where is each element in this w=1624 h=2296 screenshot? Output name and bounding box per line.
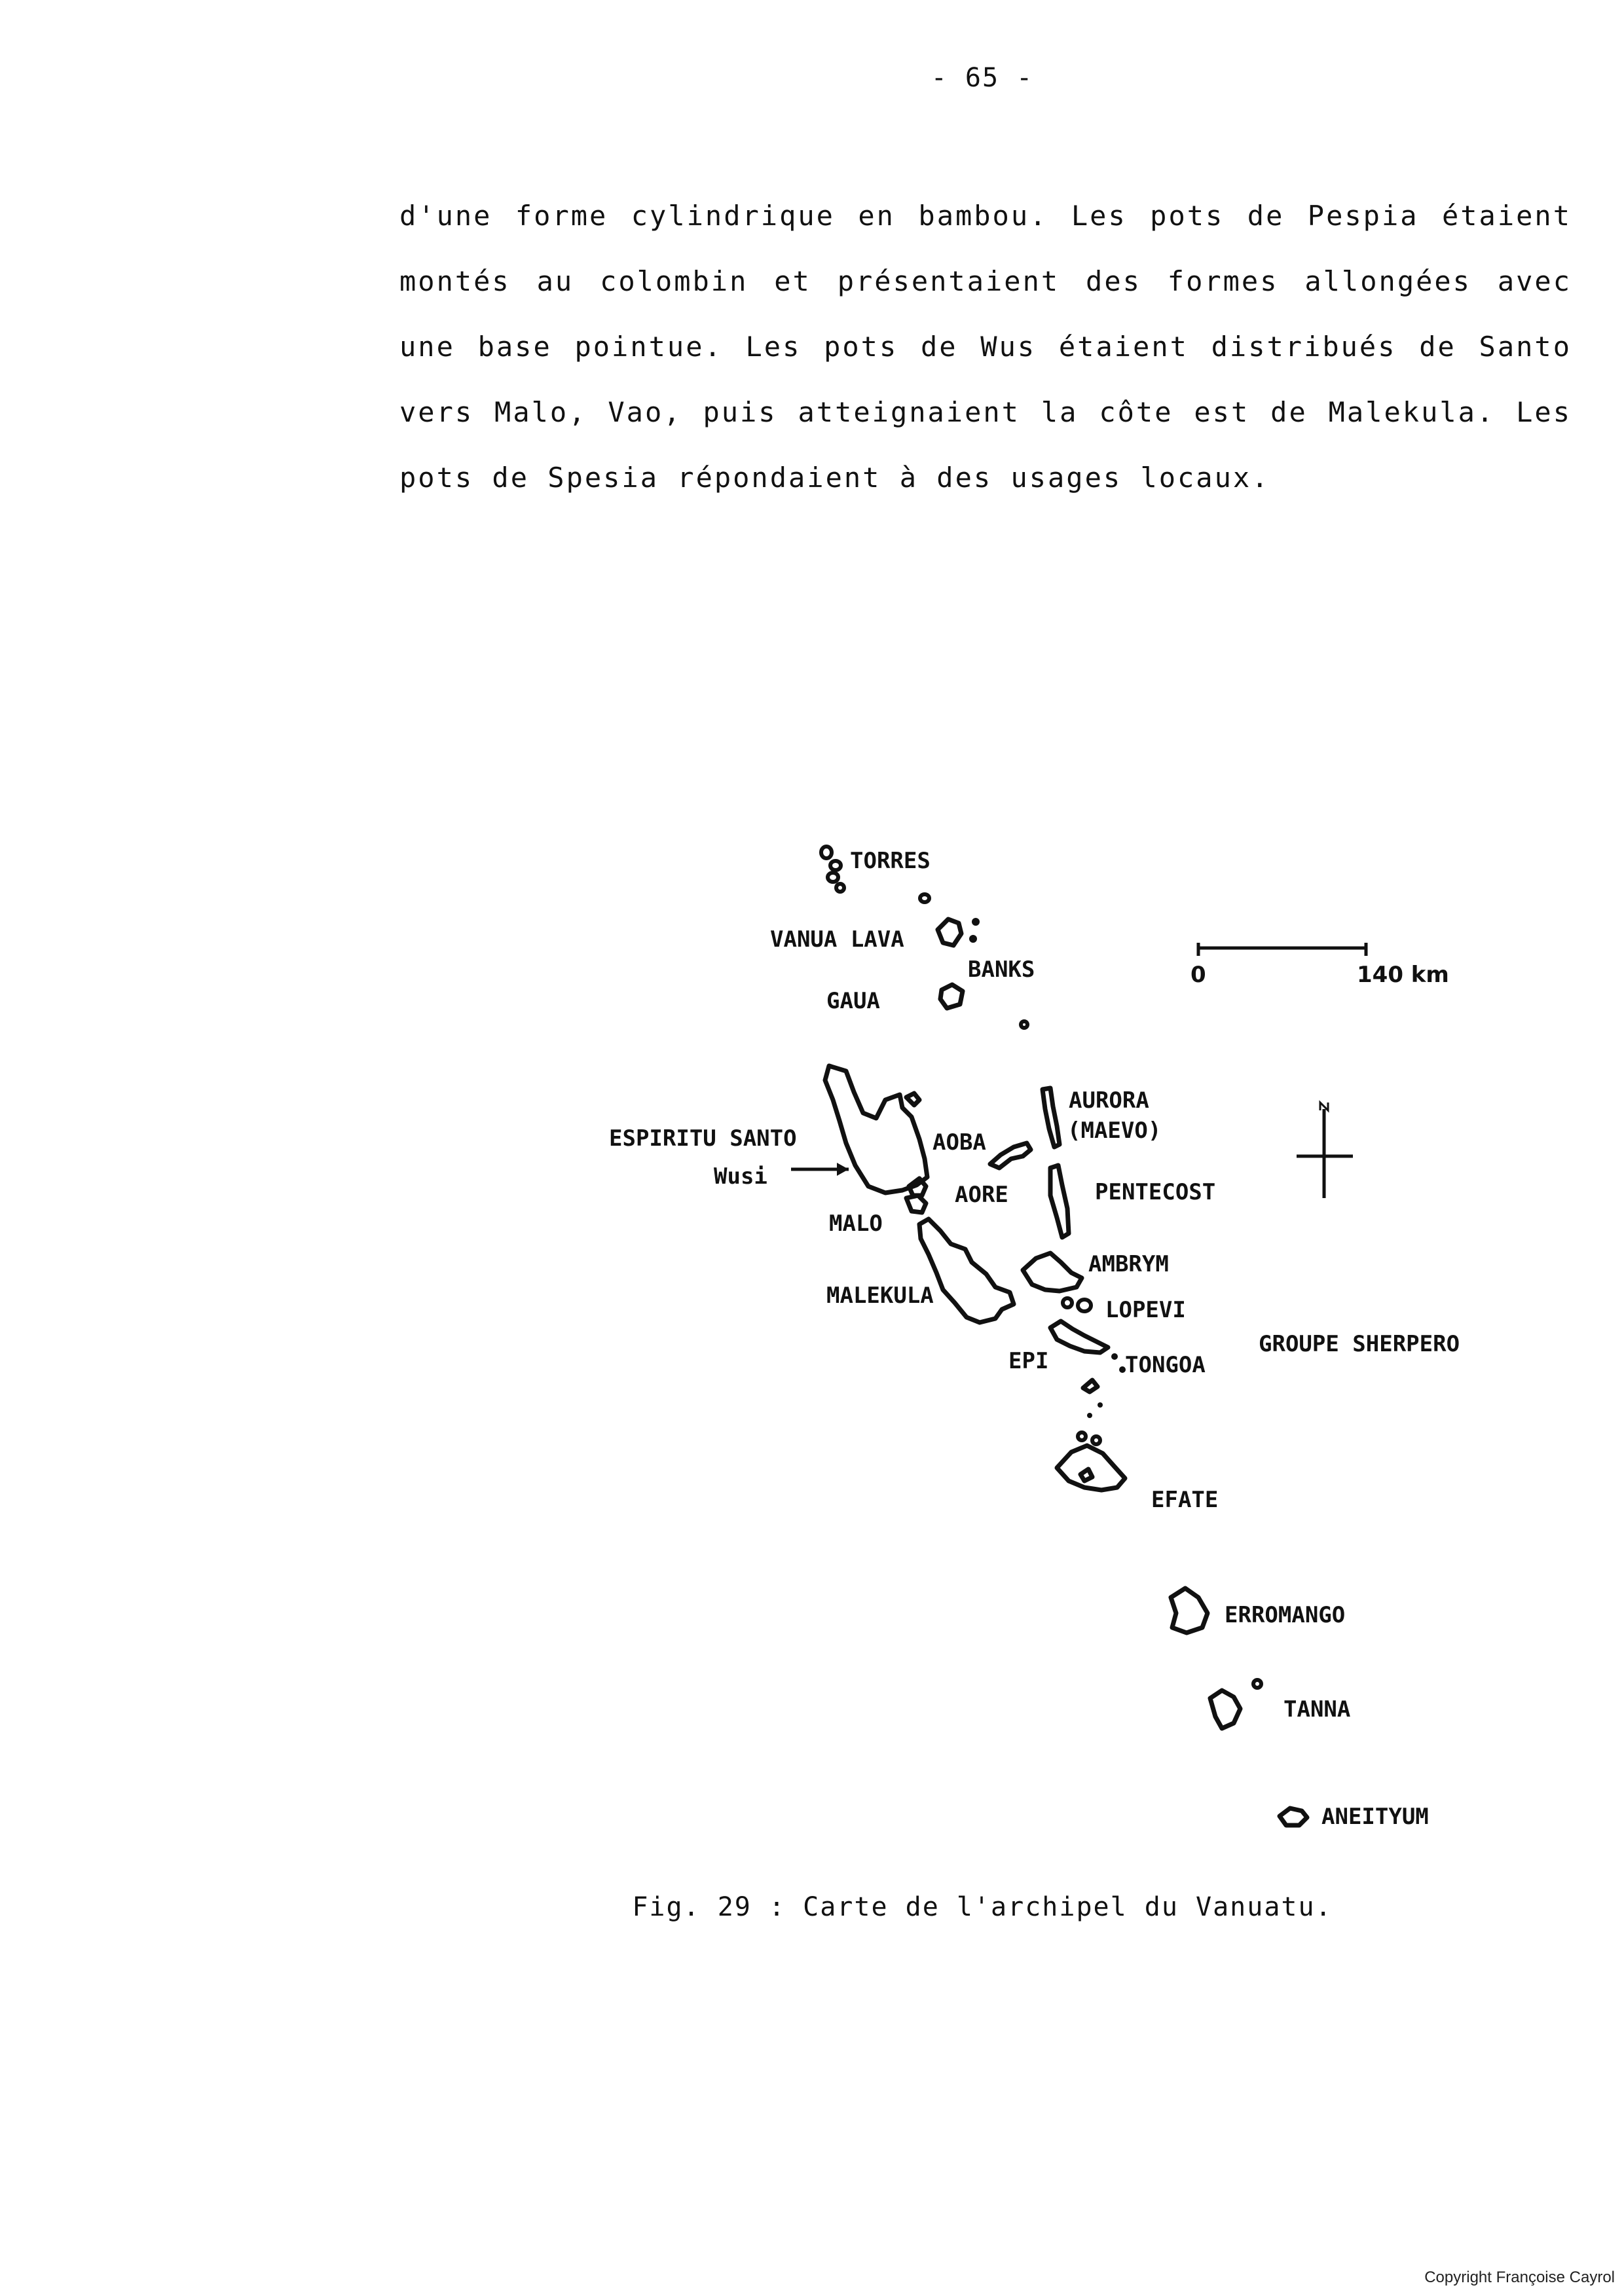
- label-aneityum: ANEITYUM: [1321, 1804, 1429, 1830]
- maevo-island: [1043, 1088, 1060, 1147]
- pentecost-island: [1050, 1165, 1069, 1237]
- erromango-island: [1171, 1588, 1208, 1633]
- label-epi: EPI: [1008, 1348, 1049, 1374]
- scale-start-label: 0: [1190, 962, 1206, 988]
- gaua-island: [940, 985, 963, 1008]
- label-groupe-sherpero: GROUPE SHERPERO: [1259, 1331, 1460, 1357]
- epi-island: [1050, 1321, 1108, 1353]
- label-wusi: Wusi: [714, 1163, 767, 1190]
- label-ambrym: AMBRYM: [1088, 1251, 1169, 1277]
- label-maevo: (MAEVO): [1067, 1118, 1162, 1144]
- lopevi-island: [1078, 1300, 1091, 1311]
- label-espiritu-santo: ESPIRITU SANTO: [609, 1125, 797, 1152]
- wusi-arrow: [791, 1163, 849, 1176]
- label-erromango: ERROMANGO: [1225, 1602, 1346, 1628]
- scale-end-label: 140 km: [1357, 962, 1449, 988]
- santo-islet-north: [906, 1093, 919, 1105]
- label-tanna: TANNA: [1283, 1696, 1351, 1722]
- label-torres: TORRES: [850, 848, 931, 874]
- label-malekula: MALEKULA: [826, 1283, 934, 1309]
- tanna-island: [1210, 1690, 1240, 1728]
- label-aore: AORE: [955, 1182, 1008, 1208]
- vanuatu-archipelago-map: [589, 818, 1506, 1853]
- aneityum-island: [1280, 1808, 1307, 1825]
- malo-island: [906, 1195, 926, 1212]
- figure-caption: Fig. 29 : Carte de l'archipel du Vanuatu.: [632, 1892, 1333, 1922]
- efate-island: [1057, 1446, 1125, 1490]
- label-malo: MALO: [829, 1211, 883, 1237]
- label-vanua-lava: VANUA LAVA: [770, 926, 904, 953]
- scale-bar: [1190, 943, 1449, 988]
- body-paragraph: d'une forme cylindrique en bambou. Les pots de Pespia étaient montés au colombin et présentaient des formes allongées avec une base pointue. Les pots de Wus étaient distribués de Santo vers Malo, Vao, puis atteignaient la côte est de Malekula. Les pots de Spesia répondaient à des usages locaux.: [399, 200, 1572, 494]
- label-tongoa: TONGOA: [1125, 1352, 1206, 1378]
- label-lopevi: LOPEVI: [1105, 1297, 1186, 1323]
- vanua-lava-island: [938, 919, 961, 945]
- page-number: - 65 -: [931, 63, 1034, 93]
- label-efate: EFATE: [1151, 1487, 1219, 1513]
- aoba-island: [990, 1143, 1031, 1168]
- label-gaua: GAUA: [826, 988, 880, 1014]
- label-aoba: AOBA: [932, 1129, 986, 1156]
- copyright-notice: Copyright Françoise Cayrol: [1424, 2269, 1615, 2286]
- north-arrow-icon: [1297, 1102, 1353, 1198]
- shepherd-islets: [1078, 1353, 1126, 1444]
- ambrym-island: [1023, 1253, 1082, 1291]
- label-aurora: AURORA: [1069, 1087, 1149, 1114]
- label-banks: BANKS: [968, 957, 1035, 983]
- label-pentecost: PENTECOST: [1095, 1179, 1216, 1205]
